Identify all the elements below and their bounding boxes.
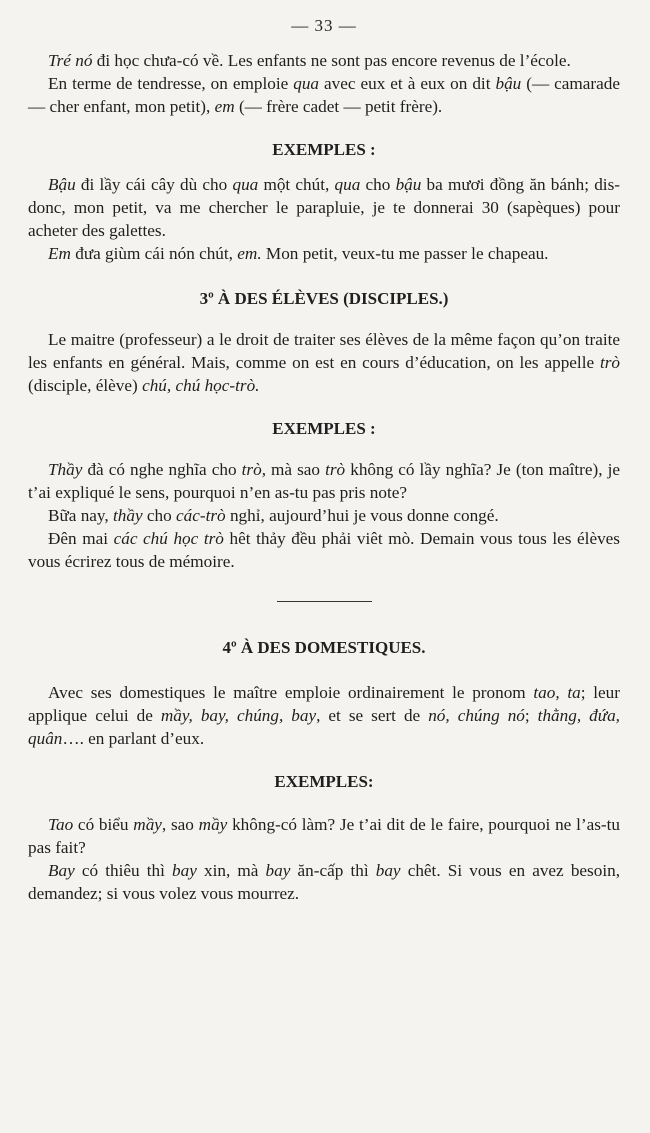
page-number: — 33 — [291, 16, 357, 35]
paragraph-8: Đên mai các chú học trò hêt thảy đều phải viêt mò. Demain vous tous les élèves vous écrirez tous de mémoire. [28, 529, 625, 571]
paragraph-5: Le maitre (professeur) a le droit de traiter ses élèves de la même façon qu’on traite les enfants en général. Mais, comme on est en cours d’éducation, on les appelle trò (disciple, élève) chú, chú học-trò. [28, 330, 625, 395]
paragraph-1: Tré nó đi học chưa-có về. Les enfants ne sont pas encore revenus de l’école. [48, 51, 571, 70]
paragraph-11: Bay có thiêu thì bay xin, mà bay ăn-cấp thì bay chêt. Si vous en avez besoin, demandez; si vous volez vous mourrez. [28, 861, 625, 903]
paragraph-7: Bữa nay, thầy cho các-trò nghỉ, aujourd’hui je vous donne congé. [48, 506, 499, 525]
paragraph-10: Tao có biểu mầy, sao mầy không-có làm? Je t’ai dit de le faire, pourquoi ne l’as-tu pas fait? [28, 815, 625, 857]
paragraph-4: Em đưa giùm cái nón chút, em. Mon petit, veux-tu me passer le chapeau. [48, 244, 549, 263]
section-heading-eleves: 3º À DES ÉLÈVES (DISCIPLES.) [199, 289, 449, 308]
section-heading-examples-1: EXEMPLES : [272, 140, 376, 159]
section-heading-examples-3: EXEMPLES: [274, 772, 374, 791]
paragraph-6: Thầy đà có nghe nghĩa cho trò, mà sao trò không có lầy nghĩa? Je (ton maître), je t’ai expliqué le sens, pourquoi n’en as-tu pas pris note? [28, 460, 625, 502]
section-heading-domestiques: 4º À DES DOMESTIQUES. [222, 638, 426, 657]
section-heading-examples-2: EXEMPLES : [272, 419, 376, 438]
paragraph-2: En terme de tendresse, on emploie qua avec eux et à eux on dit bậu (— camarade — cher enfant, mon petit), em (— frère cadet — petit frère). [28, 74, 625, 116]
paragraph-9: Avec ses domestiques le maître emploie ordinairement le pronom tao, ta; leur applique celui de mầy, bay, chúng, bay, et se sert de nó, chúng nó; thằng, đứa, quân…. en parlant d’eux. [28, 683, 625, 748]
paragraph-3: Bậu đi lầy cái cây dù cho qua một chút, qua cho bậu ba mươi đồng ăn bánh; dis-donc, mon petit, va me chercher le parapluie, je te donnerai 30 (sapèques) pour acheter des galettes. [28, 175, 625, 240]
